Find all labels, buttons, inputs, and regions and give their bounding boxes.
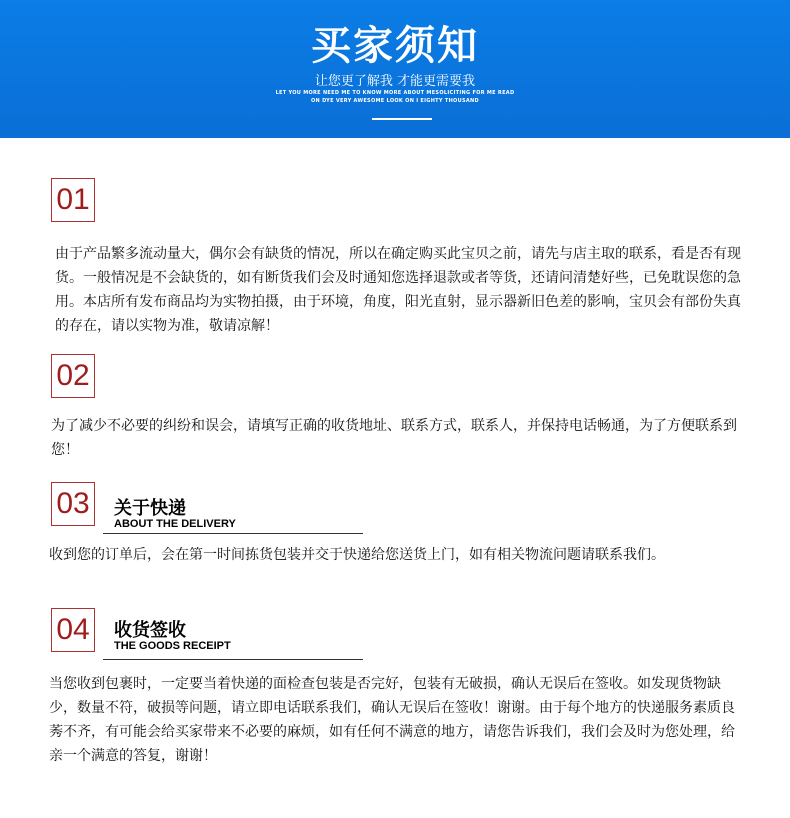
section-03-text: 收到您的订单后，会在第一时间拣货包装并交于快递给您送货上门，如有相关物流问题请联系我们。 [49, 547, 665, 563]
section-04-title-en: THE GOODS RECEIPT [114, 640, 231, 652]
banner-divider [372, 118, 432, 120]
section-04-title: 收货签收 [114, 620, 186, 641]
section-number-04: 04 [51, 608, 95, 652]
section-03-underline [103, 533, 363, 534]
banner-english-line-1: LET YOU MORE NEED ME TO KNOW MORE ABOUT MESOLICITING FOR ME READ [275, 90, 515, 96]
section-03-title: 关于快递 [114, 498, 186, 519]
section-number-02: 02 [51, 354, 95, 398]
section-02-text: 为了减少不必要的纠纷和误会，请填写正确的收货地址、联系方式，联系人，并保持电话畅通，为了方便联系到您！ [51, 418, 737, 458]
section-04-underline [103, 659, 363, 660]
banner-english-tagline [0, 89, 790, 105]
section-number-01: 01 [51, 178, 95, 222]
section-number-03: 03 [51, 482, 95, 526]
section-03-title-en: ABOUT THE DELIVERY [114, 518, 236, 530]
header-banner [0, 0, 790, 138]
section-01-text: 由于产品繁多流动量大，偶尔会有缺货的情况，所以在确定购买此宝贝之前，请先与店主取的联系，看是否有现货。一般情况是不会缺货的，如有断货我们会及时通知您选择退款或者等货，还请问清楚好些，已免耽误您的急用。本店所有发布商品均为实物拍摄，由于环境，角度，阳光直射，显示器新旧色差的影响，宝贝会有部份失真的存在，请以实物为准，敬请凉解！ [55, 246, 741, 334]
section-04-text: 当您收到包裹时，一定要当着快递的面检查包装是否完好，包装有无破损，确认无误后在签收。如发现货物缺少，数量不符，破损等问题，请立即电话联系我们，确认无误后在签收！谢谢。由于每个地方的快递服务素质良莠不齐，有可能会给买家带来不必要的麻烦，如有任何不满意的地方，请您告诉我们，我们会及时为您处理，给亲一个满意的答复，谢谢！ [49, 676, 735, 764]
banner-english-line-2: ON DYE VERY AWESOME LOOK ON I EIGHTY THOUSAND [311, 98, 479, 104]
banner-subtitle: 让您更了解我 才能更需要我 [314, 74, 476, 89]
page-title: 买家须知 [311, 23, 479, 69]
